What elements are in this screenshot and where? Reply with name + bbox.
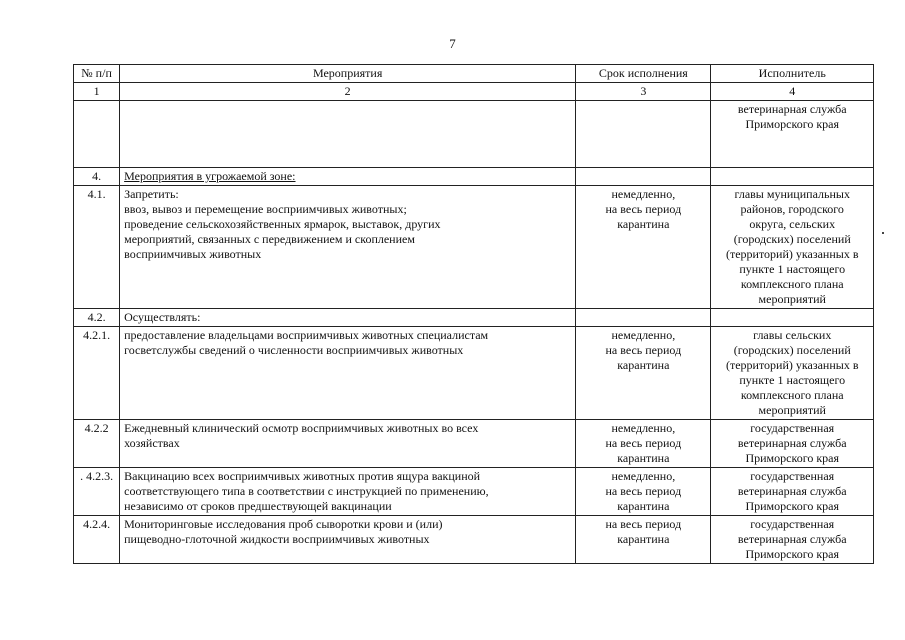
deadline-line: немедленно, (611, 187, 676, 201)
executor-line: (территорий) указанных в (725, 358, 859, 372)
header-measures: Мероприятия (120, 65, 576, 83)
executor-line: пункте 1 настоящего (739, 373, 846, 387)
executor-line: ветеринарная служба (737, 484, 847, 498)
executor-line: Приморского края (745, 547, 839, 561)
deadline-cell (576, 420, 711, 468)
executor-line: (территорий) указанных в (725, 247, 859, 261)
measure-line: предоставление владельцами восприимчивых животных специалистам (124, 328, 489, 342)
continued-executor-cell (711, 101, 874, 168)
table-row (74, 420, 874, 468)
executor-line: мероприятий (758, 292, 826, 306)
deadline-cell (576, 516, 711, 564)
column-number-4: 4 (711, 83, 874, 101)
header-executor: Исполнитель (711, 65, 874, 83)
measure-cell (120, 327, 576, 420)
deadline-line: на весь период (605, 517, 682, 531)
table-row (74, 468, 874, 516)
continued-row (74, 101, 874, 168)
measure-line: Запретить: (124, 187, 179, 201)
column-number-2: 2 (120, 83, 576, 101)
section-deadline-cell (576, 168, 711, 186)
executor-line: Приморского края (745, 451, 839, 465)
executor-line: мероприятий (758, 403, 826, 417)
executor-cell (711, 468, 874, 516)
continued-deadline-cell (576, 101, 711, 168)
header-number-row (74, 83, 874, 101)
executor-cell (711, 186, 874, 309)
deadline-line: на весь период (605, 202, 682, 216)
deadline-line: карантина (617, 451, 670, 465)
measure-line: мероприятий, связанных с передвижением и скоплением (124, 232, 415, 246)
measures-table (73, 64, 874, 564)
measure-line: независимо от сроков предшествующей вакцинации (124, 499, 392, 513)
row-number: 4.2.1. (74, 327, 120, 420)
executor-line: главы сельских (753, 328, 832, 342)
deadline-line: на весь период (605, 484, 682, 498)
deadline-cell (576, 327, 711, 420)
measure-line: Мониторинговые исследования проб сыворотки крови и (или) (124, 517, 443, 531)
deadline-cell (576, 468, 711, 516)
executor-line: ветеринарная служба (737, 102, 847, 116)
page-number: 7 (449, 36, 456, 51)
row-number: 4.2.2 (74, 420, 120, 468)
deadline-line: немедленно, (611, 328, 676, 342)
measure-line: пищеводно-глоточной жидкости восприимчивых животных (124, 532, 430, 546)
table-row (74, 516, 874, 564)
executor-line: комплексного плана (740, 388, 844, 402)
row-number: 4.2.4. (74, 516, 120, 564)
executor-line: государственная (750, 517, 835, 531)
executor-cell (711, 516, 874, 564)
executor-line: (городских) поселений (733, 343, 851, 357)
measure-line: ввоз, вывоз и перемещение восприимчивых животных; (124, 202, 407, 216)
executor-line: пункте 1 настоящего (739, 262, 846, 276)
scan-speck (882, 232, 884, 234)
column-number-1: 1 (74, 83, 120, 101)
measure-line: госветслужбы сведений о численности восприимчивых животных (124, 343, 464, 357)
measure-line: проведение сельскохозяйственных ярмарок, выставок, других (124, 217, 441, 231)
header-deadline: Срок исполнения (576, 65, 711, 83)
section-row (74, 168, 874, 186)
row-number: 4.2. (74, 309, 120, 327)
deadline-line: на весь период (605, 343, 682, 357)
deadline-line: карантина (617, 217, 670, 231)
executor-line: комплексного плана (740, 277, 844, 291)
deadline-line: карантина (617, 499, 670, 513)
executor-line: государственная (750, 469, 835, 483)
measure-line: соответствующего типа в соответствии с инструкцией по применению, (124, 484, 489, 498)
deadline-line: карантина (617, 532, 670, 546)
measure-line: Осуществлять: (124, 310, 201, 324)
measure-line: хозяйствах (124, 436, 180, 450)
column-number-3: 3 (576, 83, 711, 101)
deadline-line: на весь период (605, 436, 682, 450)
executor-line: (городских) поселений (733, 232, 851, 246)
executor-cell (711, 309, 874, 327)
executor-cell (711, 327, 874, 420)
deadline-cell (576, 309, 711, 327)
executor-line: главы муниципальных (734, 187, 850, 201)
measure-line: Ежедневный клинический осмотр восприимчивых животных во всех (124, 421, 479, 435)
section-title: Мероприятия в угрожаемой зоне: (120, 168, 576, 186)
executor-line: районов, городского (740, 202, 844, 216)
continued-measure-cell (120, 101, 576, 168)
executor-line: Приморского края (745, 499, 839, 513)
measure-cell (120, 420, 576, 468)
executor-line: округа, сельских (749, 217, 836, 231)
measure-cell (120, 516, 576, 564)
executor-line: Приморского края (745, 117, 839, 131)
table-row (74, 309, 874, 327)
deadline-cell (576, 186, 711, 309)
section-number: 4. (74, 168, 120, 186)
deadline-line: немедленно, (611, 421, 676, 435)
header-number: № п/п (74, 65, 120, 83)
deadline-line: карантина (617, 358, 670, 372)
measure-line: Вакцинацию всех восприимчивых животных против ящура вакциной (124, 469, 481, 483)
continued-number-cell (74, 101, 120, 168)
row-number: 4.1. (74, 186, 120, 309)
section-executor-cell (711, 168, 874, 186)
row-number: . 4.2.3. (74, 468, 120, 516)
measure-cell (120, 309, 576, 327)
measure-cell (120, 186, 576, 309)
header-row (74, 65, 874, 83)
measure-cell (120, 468, 576, 516)
executor-line: государственная (750, 421, 835, 435)
executor-line: ветеринарная служба (737, 436, 847, 450)
executor-cell (711, 420, 874, 468)
measure-line: восприимчивых животных (124, 247, 262, 261)
table-row (74, 186, 874, 309)
executor-line: ветеринарная служба (737, 532, 847, 546)
table-row (74, 327, 874, 420)
deadline-line: немедленно, (611, 469, 676, 483)
